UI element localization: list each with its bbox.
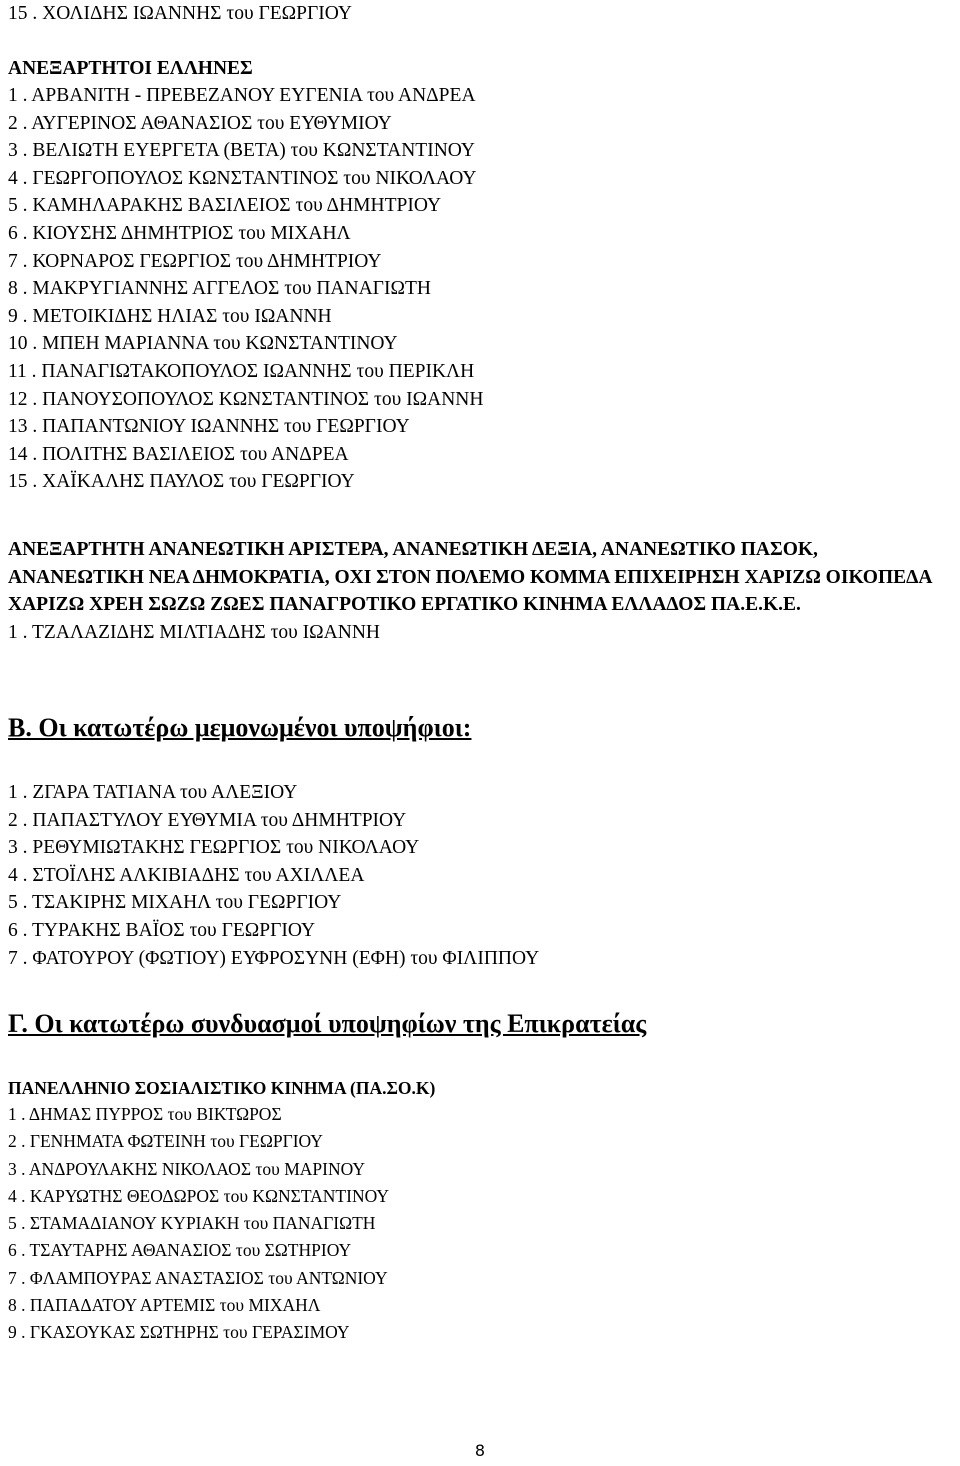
list-item: 4 . ΣΤΟΪΛΗΣ ΑΛΚΙΒΙΑΔΗΣ του ΑΧΙΛΛΕΑ <box>8 864 365 886</box>
list-item: 15 . ΧΑΪΚΑΛΗΣ ΠΑΥΛΟΣ του ΓΕΩΡΓΙΟΥ <box>8 471 355 493</box>
list-item: 6 . ΤΥΡΑΚΗΣ ΒΑΪΟΣ του ΓΕΩΡΓΙΟΥ <box>8 919 316 941</box>
list-item: 5 . ΤΣΑΚΙΡΗΣ ΜΙΧΑΗΛ του ΓΕΩΡΓΙΟΥ <box>8 892 342 914</box>
list-item: 3 . ΒΕΛΙΩΤΗ ΕΥΕΡΓΕΤΑ (ΒΕΤΑ) του ΚΩΝΣΤΑΝΤΙΝΟΥ <box>8 140 475 162</box>
list-item: 1 . ΤΖΑΛΑΖΙΔΗΣ ΜΙΛΤΙΑΔΗΣ του ΙΩΑΝΝΗ <box>8 621 380 643</box>
list-item: 3 . ΑΝΔΡΟΥΛΑΚΗΣ ΝΙΚΟΛΑΟΣ του ΜΑΡΙΝΟΥ <box>8 1158 365 1179</box>
list-item: 9 . ΜΕΤΟΙΚΙΔΗΣ ΗΛΙΑΣ του ΙΩΑΝΝΗ <box>8 305 332 327</box>
party-block-pasok <box>8 1076 435 1347</box>
list-item: 13 . ΠΑΠΑΝΤΩΝΙΟΥ ΙΩΑΝΝΗΣ του ΓΕΩΡΓΙΟΥ <box>8 416 410 438</box>
section-c <box>8 1007 646 1041</box>
list-item: 11 . ΠΑΝΑΓΙΩΤΑΚΟΠΟΥΛΟΣ ΙΩΑΝΝΗΣ του ΠΕΡΙΚΛΗ <box>8 360 475 382</box>
list-item: 7 . ΚΟΡΝΑΡΟΣ ΓΕΩΡΓΙΟΣ του ΔΗΜΗΤΡΙΟΥ <box>8 250 382 272</box>
list-item: 4 . ΚΑΡΥΩΤΗΣ ΘΕΟΔΩΡΟΣ του ΚΩΝΣΤΑΝΤΙΝΟΥ <box>8 1185 389 1206</box>
list-item: 2 . ΓΕΝΗΜΑΤΑ ΦΩΤΕΙΝΗ του ΓΕΩΡΓΙΟΥ <box>8 1131 323 1152</box>
section-heading: Γ. Οι κατωτέρω συνδυασμοί υποψηφίων της Επικρατείας <box>8 1009 647 1038</box>
list-item: 1 . ΔΗΜΑΣ ΠΥΡΡΟΣ του ΒΙΚΤΩΡΟΣ <box>8 1104 282 1124</box>
list-item: 5 . ΣΤΑΜΑΔΙΑΝΟΥ ΚΥΡΙΑΚΗ του ΠΑΝΑΓΙΩΤΗ <box>8 1213 376 1234</box>
party-block-independents <box>8 55 483 496</box>
list-item: 2 . ΠΑΠΑΣΤΥΛΟΥ ΕΥΘΥΜΙΑ του ΔΗΜΗΤΡΙΟΥ <box>8 809 407 831</box>
list-item: 15 . ΧΟΛΙΔΗΣ ΙΩΑΝΝΗΣ του ΓΕΩΡΓΙΟΥ <box>8 3 352 24</box>
party-title: ΠΑΝΕΛΛΗΝΙΟ ΣΟΣΙΑΛΙΣΤΙΚΟ ΚΙΝΗΜΑ (ΠΑ.ΣΟ.Κ) <box>8 1078 436 1098</box>
list-item: 7 . ΦΛΑΜΠΟΥΡΑΣ ΑΝΑΣΤΑΣΙΟΣ του ΑΝΤΩΝΙΟΥ <box>8 1267 388 1288</box>
list-item: 10 . ΜΠΕΗ ΜΑΡΙΑΝΝΑ του ΚΩΝΣΤΑΝΤΙΝΟΥ <box>8 333 398 355</box>
list-item: 8 . ΜΑΚΡΥΓΙΑΝΝΗΣ ΑΓΓΕΛΟΣ του ΠΑΝΑΓΙΩΤΗ <box>8 278 431 300</box>
list-item: 2 . ΑΥΓΕΡΙΝΟΣ ΑΘΑΝΑΣΙΟΣ του ΕΥΘΥΜΙΟΥ <box>8 112 392 134</box>
list-item: 1 . ΑΡΒΑΝΙΤΗ - ΠΡΕΒΕΖΑΝΟΥ ΕΥΓΕΝΙΑ του ΑΝΔΡΕΑ <box>8 85 476 106</box>
list-item: 9 . ΓΚΑΣΟΥΚΑΣ ΣΩΤΗΡΗΣ του ΓΕΡΑΣΙΜΟΥ <box>8 1322 350 1343</box>
list-item: 6 . ΤΣΑΥΤΑΡΗΣ ΑΘΑΝΑΣΙΟΣ του ΣΩΤΗΡΙΟΥ <box>8 1240 352 1261</box>
list-item: 12 . ΠΑΝΟΥΣΟΠΟΥΛΟΣ ΚΩΝΣΤΑΝΤΙΝΟΣ του ΙΩΑΝΝΗ <box>8 388 484 410</box>
page-number: 8 <box>474 1441 486 1460</box>
list-item: 1 . ΖΓΑΡΑ ΤΑΤΙΑΝΑ του ΑΛΕΞΙΟΥ <box>8 782 298 803</box>
list-item: 8 . ΠΑΠΑΔΑΤΟΥ ΑΡΤΕΜΙΣ του ΜΙΧΑΗΛ <box>8 1295 321 1316</box>
section-b <box>8 711 471 745</box>
list-item: 6 . ΚΙΟΥΣΗΣ ΔΗΜΗΤΡΙΟΣ του ΜΙΧΑΗΛ <box>8 222 351 244</box>
list-item: 3 . ΡΕΘΥΜΙΩΤΑΚΗΣ ΓΕΩΡΓΙΟΣ του ΝΙΚΟΛΑΟΥ <box>8 837 420 859</box>
section-b-list <box>8 779 539 972</box>
list-item: 5 . ΚΑΜΗΛΑΡΑΚΗΣ ΒΑΣΙΛΕΙΟΣ του ΔΗΜΗΤΡΙΟΥ <box>8 195 442 217</box>
party-title: ΑΝΕΞΑΡΤΗΤΗ ΑΝΑΝΕΩΤΙΚΗ ΑΡΙΣΤΕΡΑ, ΑΝΑΝΕΩΤΙΚΗ ΔΕΞΙΑ, ΑΝΑΝΕΩΤΙΚΟ ΠΑΣΟΚ, ΑΝΑΝΕΩΤΙΚΗ ΝΕΑ ΔΗΜΟΚΡΑΤΙΑ, ΟΧΙ ΣΤΟΝ ΠΟΛΕΜΟ ΚΟΜΜΑ ΕΠΙΧΕΙΡΗΣΗ ΧΑΡΙΖΩ ΟΙΚΟΠΕΔΑ ΧΑΡΙΖΩ ΧΡΕΗ ΣΩΖΩ ΖΩΕΣ ΠΑΝΑΓΡΟΤΙΚΟ ΕΡΓΑΤΙΚΟ ΚΙΝΗΜΑ ΕΛΛΑΔΟΣ ΠΑ.Ε.Κ.Ε. <box>8 539 932 615</box>
list-item: 7 . ΦΑΤΟΥΡΟΥ (ΦΩΤΙΟΥ) ΕΥΦΡΟΣΥΝΗ (ΕΦΗ) του ΦΙΛΙΠΠΟΥ <box>8 947 540 969</box>
list-item: 14 . ΠΟΛΙΤΗΣ ΒΑΣΙΛΕΙΟΣ του ΑΝΔΡΕΑ <box>8 443 349 465</box>
list-item: 4 . ΓΕΩΡΓΟΠΟΥΛΟΣ ΚΩΝΣΤΑΝΤΙΝΟΣ του ΝΙΚΟΛΑΟΥ <box>8 167 477 189</box>
party-block-coalition <box>8 536 953 646</box>
party-title: ΑΝΕΞΑΡΤΗΤΟΙ ΕΛΛΗΝΕΣ <box>8 58 253 79</box>
section-heading: Β. Οι κατωτέρω μεμονωμένοι υποψήφιοι: <box>8 713 472 742</box>
